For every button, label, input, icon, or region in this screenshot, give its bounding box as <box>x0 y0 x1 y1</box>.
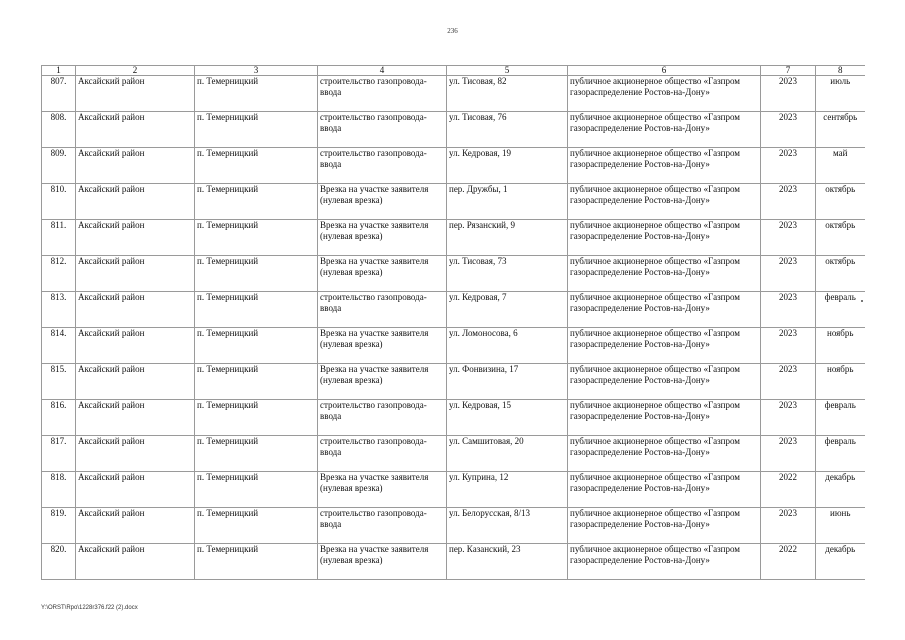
address-cell: пер. Дружбы, 1 <box>447 184 568 220</box>
organization-cell: публичное акционерное общество «Газпром газораспределение Ростов-на-Дону» <box>568 148 761 184</box>
table-row <box>42 328 865 364</box>
row-number-cell: 820. <box>42 544 76 580</box>
address-cell: пер. Рязанский, 9 <box>447 220 568 256</box>
month-cell: сентябрь <box>816 112 865 148</box>
row-number-cell: 808. <box>42 112 76 148</box>
header-cell: 3 <box>195 66 318 76</box>
row-number-cell: 809. <box>42 148 76 184</box>
organization-cell: публичное акционерное общество «Газпром газораспределение Ростов-на-Дону» <box>568 328 761 364</box>
settlement-cell: п. Темерницкий <box>195 436 318 472</box>
row-number-cell: 818. <box>42 472 76 508</box>
district-cell: Аксайский район <box>76 256 195 292</box>
row-number-cell: 815. <box>42 364 76 400</box>
district-cell: Аксайский район <box>76 328 195 364</box>
year-cell: 2023 <box>761 76 816 112</box>
header-cell: 7 <box>761 66 816 76</box>
work-type-cell: строительство газопровода-ввода <box>318 112 447 148</box>
month-cell: ноябрь <box>816 328 865 364</box>
settlement-cell: п. Темерницкий <box>195 76 318 112</box>
month-cell: февраль <box>816 400 865 436</box>
district-cell: Аксайский район <box>76 364 195 400</box>
header-cell: 5 <box>447 66 568 76</box>
work-type-cell: Врезка на участке заявителя (нулевая врезка) <box>318 328 447 364</box>
organization-cell: публичное акционерное общество «Газпром газораспределение Ростов-на-Дону» <box>568 112 761 148</box>
work-type-cell: Врезка на участке заявителя (нулевая врезка) <box>318 472 447 508</box>
table-row <box>42 508 865 544</box>
district-cell: Аксайский район <box>76 508 195 544</box>
work-type-cell: строительство газопровода-ввода <box>318 292 447 328</box>
organization-cell: публичное акционерное общество «Газпром газораспределение Ростов-на-Дону» <box>568 508 761 544</box>
year-cell: 2023 <box>761 400 816 436</box>
settlement-cell: п. Темерницкий <box>195 508 318 544</box>
settlement-cell: п. Темерницкий <box>195 256 318 292</box>
row-number-cell: 813. <box>42 292 76 328</box>
district-cell: Аксайский район <box>76 472 195 508</box>
district-cell: Аксайский район <box>76 292 195 328</box>
table-row <box>42 184 865 220</box>
header-cell: 4 <box>318 66 447 76</box>
organization-cell: публичное акционерное общество «Газпром газораспределение Ростов-на-Дону» <box>568 220 761 256</box>
edge-mark <box>861 300 863 302</box>
month-cell: октябрь <box>816 256 865 292</box>
month-cell: декабрь <box>816 472 865 508</box>
month-cell: октябрь <box>816 184 865 220</box>
district-cell: Аксайский район <box>76 184 195 220</box>
address-cell: ул. Кедровая, 7 <box>447 292 568 328</box>
settlement-cell: п. Темерницкий <box>195 148 318 184</box>
month-cell: май <box>816 148 865 184</box>
work-type-cell: строительство газопровода-ввода <box>318 436 447 472</box>
organization-cell: публичное акционерное общество «Газпром газораспределение Ростов-на-Дону» <box>568 76 761 112</box>
year-cell: 2023 <box>761 508 816 544</box>
year-cell: 2023 <box>761 436 816 472</box>
organization-cell: публичное акционерное общество «Газпром газораспределение Ростов-на-Дону» <box>568 544 761 580</box>
district-cell: Аксайский район <box>76 76 195 112</box>
address-cell: ул. Тисовая, 76 <box>447 112 568 148</box>
row-number-cell: 814. <box>42 328 76 364</box>
row-number-cell: 810. <box>42 184 76 220</box>
settlement-cell: п. Темерницкий <box>195 220 318 256</box>
address-cell: ул. Кедровая, 15 <box>447 400 568 436</box>
address-cell: ул. Тисовая, 82 <box>447 76 568 112</box>
organization-cell: публичное акционерное общество «Газпром газораспределение Ростов-на-Дону» <box>568 292 761 328</box>
year-cell: 2023 <box>761 256 816 292</box>
district-cell: Аксайский район <box>76 148 195 184</box>
header-cell: 1 <box>42 66 76 76</box>
row-number-cell: 816. <box>42 400 76 436</box>
work-type-cell: Врезка на участке заявителя (нулевая врезка) <box>318 220 447 256</box>
settlement-cell: п. Темерницкий <box>195 400 318 436</box>
settlement-cell: п. Темерницкий <box>195 184 318 220</box>
table-row <box>42 400 865 436</box>
settlement-cell: п. Темерницкий <box>195 364 318 400</box>
organization-cell: публичное акционерное общество «Газпром газораспределение Ростов-на-Дону» <box>568 256 761 292</box>
month-cell: июль <box>816 76 865 112</box>
address-cell: ул. Самшитовая, 20 <box>447 436 568 472</box>
month-cell: декабрь <box>816 544 865 580</box>
month-cell: октябрь <box>816 220 865 256</box>
year-cell: 2023 <box>761 292 816 328</box>
data-table <box>41 65 865 580</box>
settlement-cell: п. Темерницкий <box>195 292 318 328</box>
header-row <box>42 66 865 76</box>
row-number-cell: 819. <box>42 508 76 544</box>
organization-cell: публичное акционерное общество «Газпром газораспределение Ростов-на-Дону» <box>568 400 761 436</box>
row-number-cell: 817. <box>42 436 76 472</box>
page-number: 236 <box>447 27 458 35</box>
year-cell: 2022 <box>761 544 816 580</box>
organization-cell: публичное акционерное общество «Газпром газораспределение Ростов-на-Дону» <box>568 436 761 472</box>
footer-file-path: Y:\ORST\Rpo\1228r376.f22 (2).docx <box>41 605 138 611</box>
district-cell: Аксайский район <box>76 544 195 580</box>
table-row <box>42 76 865 112</box>
month-cell: июнь <box>816 508 865 544</box>
settlement-cell: п. Темерницкий <box>195 328 318 364</box>
table-row <box>42 256 865 292</box>
address-cell: ул. Фонвизина, 17 <box>447 364 568 400</box>
table-row <box>42 436 865 472</box>
address-cell: пер. Казанский, 23 <box>447 544 568 580</box>
district-cell: Аксайский район <box>76 220 195 256</box>
month-cell: февраль <box>816 292 865 328</box>
district-cell: Аксайский район <box>76 112 195 148</box>
settlement-cell: п. Темерницкий <box>195 544 318 580</box>
address-cell: ул. Тисовая, 73 <box>447 256 568 292</box>
month-cell: ноябрь <box>816 364 865 400</box>
table-row <box>42 364 865 400</box>
row-number-cell: 807. <box>42 76 76 112</box>
year-cell: 2023 <box>761 148 816 184</box>
work-type-cell: Врезка на участке заявителя (нулевая врезка) <box>318 544 447 580</box>
organization-cell: публичное акционерное общество «Газпром газораспределение Ростов-на-Дону» <box>568 472 761 508</box>
table-row <box>42 472 865 508</box>
header-cell: 2 <box>76 66 195 76</box>
month-cell: февраль <box>816 436 865 472</box>
table-row <box>42 544 865 580</box>
address-cell: ул. Куприна, 12 <box>447 472 568 508</box>
settlement-cell: п. Темерницкий <box>195 472 318 508</box>
table-row <box>42 220 865 256</box>
work-type-cell: строительство газопровода-ввода <box>318 76 447 112</box>
organization-cell: публичное акционерное общество «Газпром газораспределение Ростов-на-Дону» <box>568 184 761 220</box>
row-number-cell: 811. <box>42 220 76 256</box>
address-cell: ул. Ломоносова, 6 <box>447 328 568 364</box>
work-type-cell: Врезка на участке заявителя (нулевая врезка) <box>318 256 447 292</box>
work-type-cell: Врезка на участке заявителя (нулевая врезка) <box>318 184 447 220</box>
table-row <box>42 292 865 328</box>
organization-cell: публичное акционерное общество «Газпром газораспределение Ростов-на-Дону» <box>568 364 761 400</box>
header-cell: 6 <box>568 66 761 76</box>
work-type-cell: Врезка на участке заявителя (нулевая врезка) <box>318 364 447 400</box>
settlement-cell: п. Темерницкий <box>195 112 318 148</box>
address-cell: ул. Кедровая, 19 <box>447 148 568 184</box>
year-cell: 2023 <box>761 364 816 400</box>
table-row <box>42 148 865 184</box>
work-type-cell: строительство газопровода-ввода <box>318 400 447 436</box>
year-cell: 2023 <box>761 184 816 220</box>
row-number-cell: 812. <box>42 256 76 292</box>
district-cell: Аксайский район <box>76 400 195 436</box>
year-cell: 2023 <box>761 220 816 256</box>
address-cell: ул. Белорусская, 8/13 <box>447 508 568 544</box>
work-type-cell: строительство газопровода-ввода <box>318 508 447 544</box>
year-cell: 2022 <box>761 472 816 508</box>
header-cell: 8 <box>816 66 865 76</box>
table-row <box>42 112 865 148</box>
year-cell: 2023 <box>761 328 816 364</box>
year-cell: 2023 <box>761 112 816 148</box>
work-type-cell: строительство газопровода-ввода <box>318 148 447 184</box>
district-cell: Аксайский район <box>76 436 195 472</box>
